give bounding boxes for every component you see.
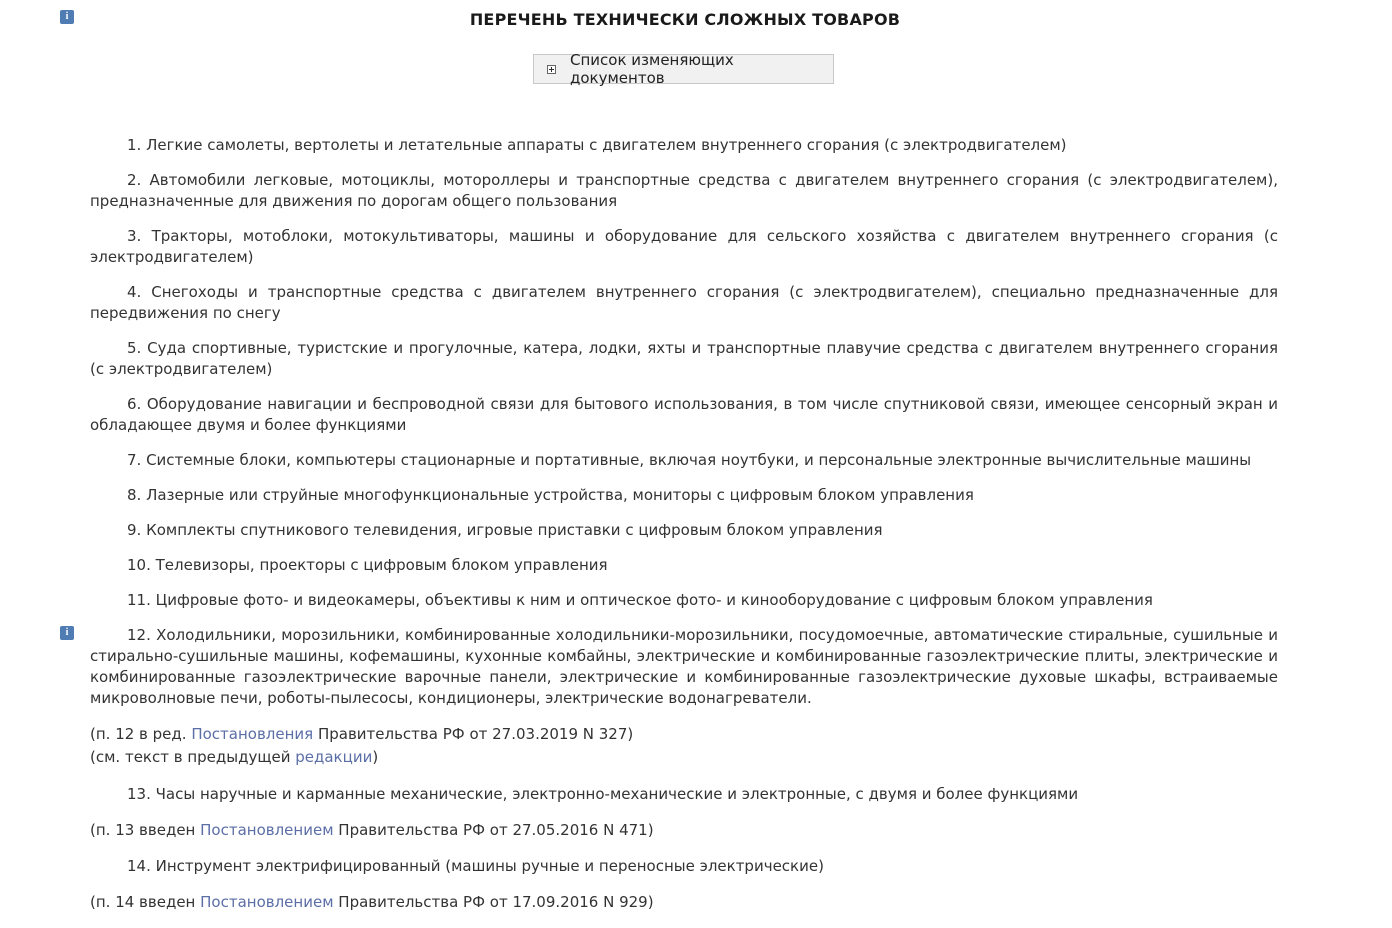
list-item: 13. Часы наручные и карманные механические, электронно-механические и электронные, с двумя и более функциями xyxy=(127,785,1079,803)
note-text: Правительства РФ от 27.05.2016 N 471) xyxy=(333,821,654,839)
list-item: 4. Снегоходы и транспортные средства с двигателем внутреннего сгорания (с электродвигателем), специально предназначенные для передвижения по снегу xyxy=(90,283,1278,322)
info-icon[interactable]: i xyxy=(60,10,74,24)
list-item: 12. Холодильники, морозильники, комбинированные холодильники-морозильники, посудомоечные, автоматические стиральные, сушильные и стирально-сушильные машины, кофемашины, кухонные комбайны, электрические и комбинированные газоэлектрические плиты, электрические и комбинированные газоэлектрические варочные панели, электрические и комбинированные газоэлектрические духовые шкафы, встраиваемые микроволновые печи, роботы-пылесосы, кондиционеры, электрические водонагреватели. xyxy=(90,626,1278,707)
list-item: 2. Автомобили легковые, мотоциклы, мотороллеры и транспортные средства с двигателем внутреннего сгорания (с электродвигателем), предназначенные для движения по дорогам общего пользования xyxy=(90,171,1278,210)
list-item: 5. Суда спортивные, туристские и прогулочные, катера, лодки, яхты и транспортные плавучие средства с двигателем внутреннего сгорания (с электродвигателем) xyxy=(90,339,1278,378)
resolution-link[interactable]: Постановлением xyxy=(200,821,334,839)
note-text: ) xyxy=(372,748,379,766)
edition-link[interactable]: редакции xyxy=(295,748,373,766)
list-item: 11. Цифровые фото- и видеокамеры, объективы к ним и оптическое фото- и кинооборудование с цифровым блоком управления xyxy=(127,591,1153,609)
list-item: 14. Инструмент электрифицированный (машины ручные и переносные электрические) xyxy=(127,857,824,875)
expand-plus-icon xyxy=(547,65,556,74)
amendment-note-item-12 xyxy=(90,723,1278,746)
changes-list-label: Список изменяющих документов xyxy=(570,51,734,87)
previous-edition-note xyxy=(90,746,1278,769)
changes-list-button[interactable] xyxy=(533,51,834,87)
note-text: (см. текст в предыдущей xyxy=(90,748,296,766)
list-item: 7. Системные блоки, компьютеры стационарные и портативные, включая ноутбуки, и персональные электронные вычислительные машины xyxy=(127,451,1252,469)
info-icon-item-12[interactable]: i xyxy=(60,626,74,640)
amendment-note-item-13 xyxy=(90,819,1278,842)
note-text: (п. 13 введен xyxy=(90,821,201,839)
list-item: 1. Легкие самолеты, вертолеты и летательные аппараты с двигателем внутреннего сгорания (с электродвигателем) xyxy=(127,136,1067,154)
list-item: 8. Лазерные или струйные многофункциональные устройства, мониторы с цифровым блоком управления xyxy=(127,486,974,504)
list-item: 3. Тракторы, мотоблоки, мотокультиваторы, машины и оборудование для сельского хозяйства с двигателем внутреннего сгорания (с электродвигателем) xyxy=(90,227,1278,266)
list-item: 10. Телевизоры, проекторы с цифровым блоком управления xyxy=(127,556,608,574)
resolution-link[interactable]: Постановлением xyxy=(200,893,334,911)
list-item: 9. Комплекты спутникового телевидения, игровые приставки с цифровым блоком управления xyxy=(127,521,883,539)
document-body xyxy=(90,135,1278,928)
note-text: (п. 14 введен xyxy=(90,893,201,911)
resolution-link[interactable]: Постановления xyxy=(191,725,314,743)
note-text: (п. 12 в ред. xyxy=(90,725,192,743)
note-text: Правительства РФ от 17.09.2016 N 929) xyxy=(333,893,654,911)
list-item: 6. Оборудование навигации и беспроводной связи для бытового использования, в том числе спутниковой связи, имеющее сенсорный экран и обладающее двумя и более функциями xyxy=(90,395,1278,434)
note-text: Правительства РФ от 27.03.2019 N 327) xyxy=(313,725,634,743)
amendment-note-item-14 xyxy=(90,891,1278,914)
document-title: ПЕРЕЧЕНЬ ТЕХНИЧЕСКИ СЛОЖНЫХ ТОВАРОВ xyxy=(469,10,901,29)
